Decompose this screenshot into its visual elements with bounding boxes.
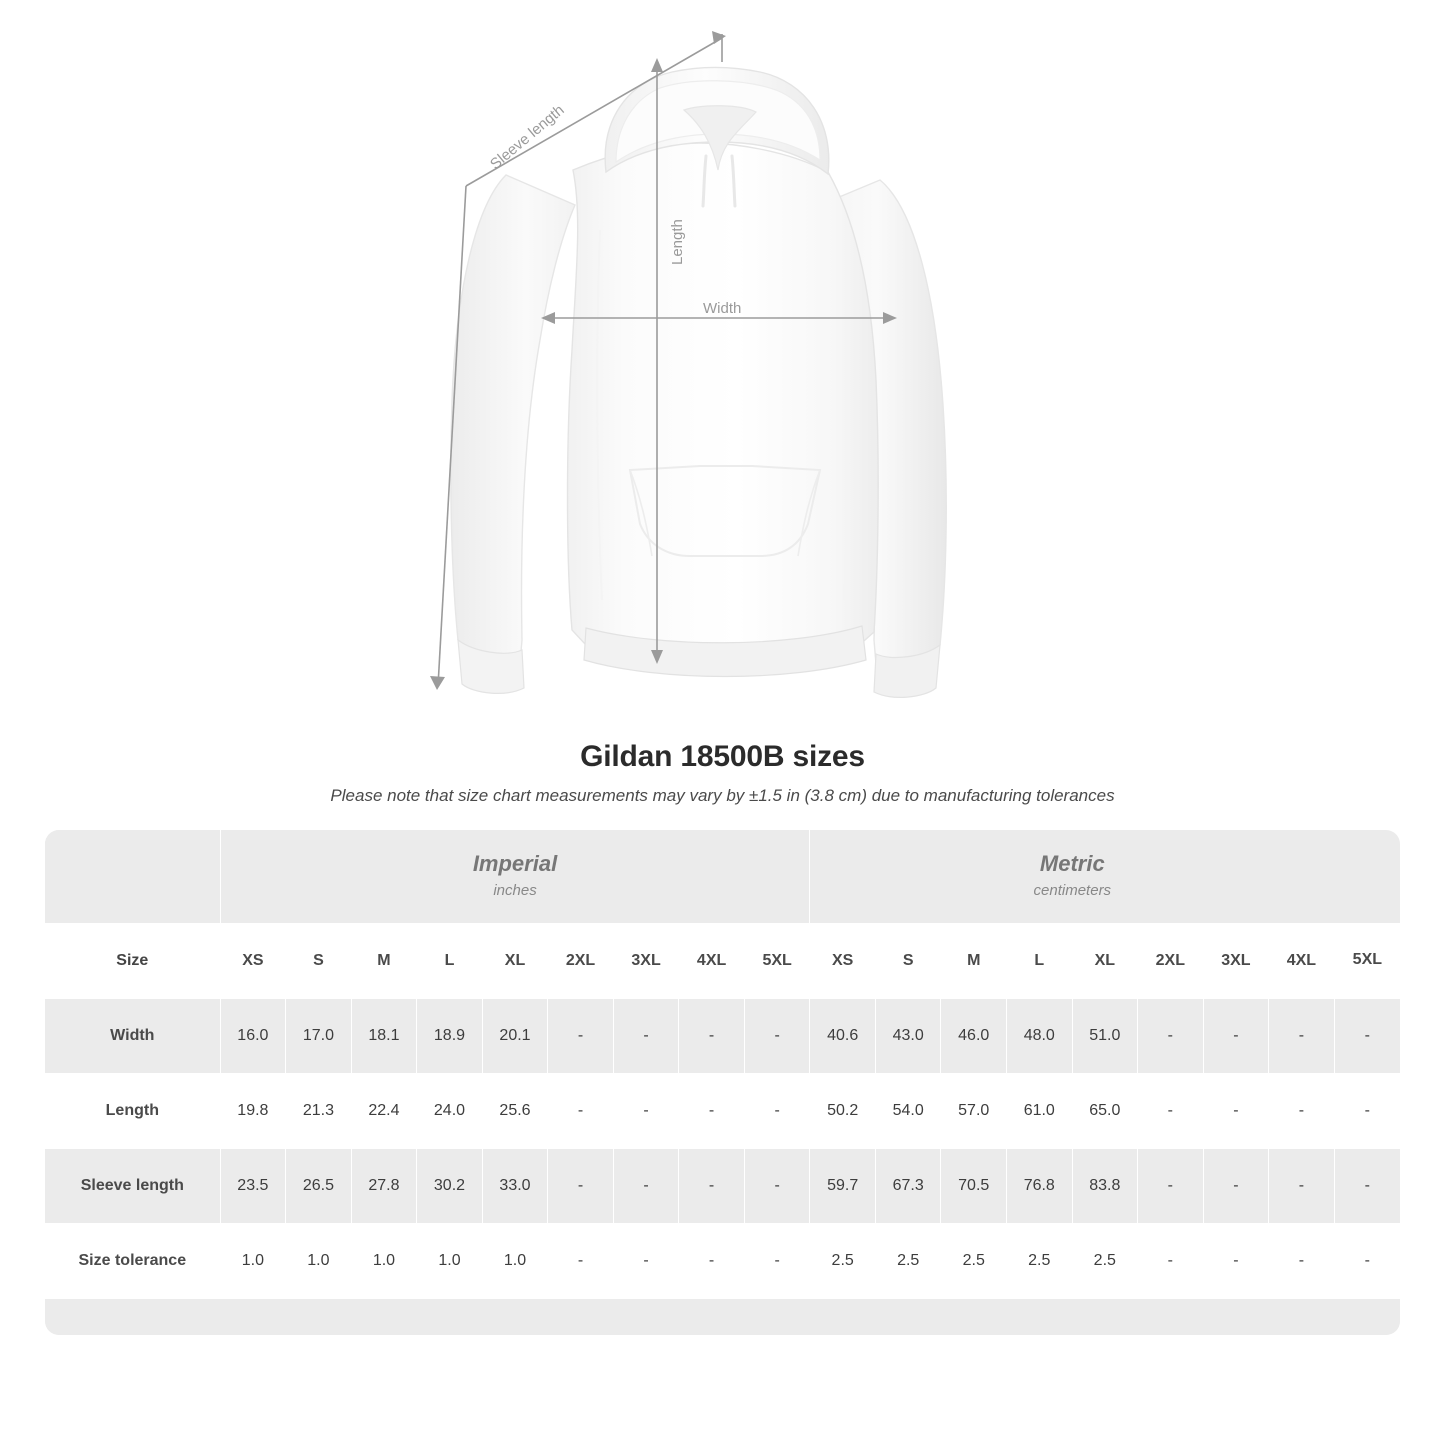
table-row (45, 1223, 1400, 1298)
cell-length-imp-5xl: - (744, 1073, 810, 1148)
cell-tol-met-4xl: - (1269, 1223, 1335, 1298)
cell-length-met-4xl: - (1269, 1073, 1335, 1148)
hoodie-graphic (0, 0, 1445, 720)
cell-sleeve-imp-5xl: - (744, 1148, 810, 1223)
cell-width-imp-4xl: - (679, 998, 745, 1073)
row-label-length: Length (45, 1073, 220, 1148)
cell-sleeve-imp-3xl: - (613, 1148, 679, 1223)
cell-tol-imp-4xl: - (679, 1223, 745, 1298)
cell-length-met-s: 54.0 (875, 1073, 941, 1148)
cell-length-met-m: 57.0 (941, 1073, 1007, 1148)
cell-tol-met-l: 2.5 (1007, 1223, 1073, 1298)
cell-sleeve-met-xl: 83.8 (1072, 1148, 1138, 1223)
cell-length-imp-s: 21.3 (286, 1073, 352, 1148)
cell-tol-imp-l: 1.0 (417, 1223, 483, 1298)
cell-length-met-l: 61.0 (1007, 1073, 1073, 1148)
cell-length-imp-l: 24.0 (417, 1073, 483, 1148)
cell-tol-imp-3xl: - (613, 1223, 679, 1298)
cell-length-met-3xl: - (1203, 1073, 1269, 1148)
length-label: Length (669, 219, 686, 265)
cell-tol-imp-5xl: - (744, 1223, 810, 1298)
cell-length-met-xl: 65.0 (1072, 1073, 1138, 1148)
cell-tol-met-3xl: - (1203, 1223, 1269, 1298)
row-label-width: Width (45, 998, 220, 1073)
cell-tol-imp-xl: 1.0 (482, 1223, 548, 1298)
cell-width-met-xs: 40.6 (810, 998, 876, 1073)
cell-length-imp-2xl: - (548, 1073, 614, 1148)
row-label-size-tolerance: Size tolerance (45, 1223, 220, 1298)
unit-header-imperial (220, 830, 810, 923)
cell-width-met-2xl: - (1138, 998, 1204, 1073)
table-row (45, 998, 1400, 1073)
imperial-name: Imperial (472, 851, 558, 876)
col-header-imp-3xl: 3XL (613, 923, 679, 998)
unit-header-spacer (45, 830, 220, 923)
col-header-imp-4xl: 4XL (679, 923, 745, 998)
cell-length-imp-m: 22.4 (351, 1073, 417, 1148)
cell-sleeve-met-xs: 59.7 (810, 1148, 876, 1223)
table-footer-spacer (45, 1298, 1400, 1335)
col-header-met-3xl: 3XL (1203, 923, 1269, 998)
cell-width-met-5xl: - (1334, 998, 1400, 1073)
cell-tol-met-m: 2.5 (941, 1223, 1007, 1298)
cell-sleeve-met-2xl: - (1138, 1148, 1204, 1223)
cell-sleeve-imp-2xl: - (548, 1148, 614, 1223)
cell-sleeve-met-m: 70.5 (941, 1148, 1007, 1223)
unit-header-metric (810, 830, 1334, 923)
cell-width-met-xl: 51.0 (1072, 998, 1138, 1073)
table-row (45, 1073, 1400, 1148)
cell-width-imp-m: 18.1 (351, 998, 417, 1073)
cell-width-met-4xl: - (1269, 998, 1335, 1073)
cell-width-imp-xl: 20.1 (482, 998, 548, 1073)
table-footer-row (45, 1298, 1400, 1335)
cell-sleeve-imp-l: 30.2 (417, 1148, 483, 1223)
page-title: Gildan 18500B sizes (580, 740, 865, 773)
cell-width-met-s: 43.0 (875, 998, 941, 1073)
col-header-met-5xl: 5XL (1334, 923, 1400, 998)
width-label: Width (703, 300, 742, 317)
col-header-met-xl: XL (1072, 923, 1138, 998)
cell-tol-met-5xl: - (1334, 1223, 1400, 1298)
col-header-met-xs: XS (810, 923, 876, 998)
cell-sleeve-imp-xl: 33.0 (482, 1148, 548, 1223)
table-row (45, 1148, 1400, 1223)
cell-width-met-l: 48.0 (1007, 998, 1073, 1073)
col-header-imp-xl: XL (482, 923, 548, 998)
cell-sleeve-imp-4xl: - (679, 1148, 745, 1223)
cell-sleeve-met-l: 76.8 (1007, 1148, 1073, 1223)
cell-length-met-5xl: - (1334, 1073, 1400, 1148)
size-header-row (45, 923, 1400, 998)
col-header-imp-5xl: 5XL (744, 923, 810, 998)
col-header-imp-xs: XS (220, 923, 286, 998)
cell-tol-met-xs: 2.5 (810, 1223, 876, 1298)
cell-length-met-xs: 50.2 (810, 1073, 876, 1148)
metric-sub: centimeters (1033, 881, 1112, 899)
col-header-met-4xl: 4XL (1269, 923, 1335, 998)
col-header-met-l: L (1007, 923, 1073, 998)
cell-length-imp-3xl: - (613, 1073, 679, 1148)
cell-sleeve-imp-s: 26.5 (286, 1148, 352, 1223)
cell-sleeve-met-4xl: - (1269, 1148, 1335, 1223)
row-label-sleeve-length: Sleeve length (45, 1148, 220, 1223)
cell-tol-imp-2xl: - (548, 1223, 614, 1298)
size-header-label: Size (45, 923, 220, 998)
size-table-wrapper (45, 830, 1400, 1335)
cell-tol-met-2xl: - (1138, 1223, 1204, 1298)
cell-sleeve-met-5xl: - (1334, 1148, 1400, 1223)
cell-sleeve-met-3xl: - (1203, 1148, 1269, 1223)
col-header-imp-s: S (286, 923, 352, 998)
cell-tol-met-s: 2.5 (875, 1223, 941, 1298)
cell-width-imp-3xl: - (613, 998, 679, 1073)
col-header-met-s: S (875, 923, 941, 998)
cell-sleeve-met-s: 67.3 (875, 1148, 941, 1223)
metric-name: Metric (1039, 851, 1105, 876)
cell-width-imp-5xl: - (744, 998, 810, 1073)
cell-length-imp-xl: 25.6 (482, 1073, 548, 1148)
imperial-sub: inches (493, 881, 537, 899)
hoodie-illustration (0, 0, 1445, 720)
cell-length-met-2xl: - (1138, 1073, 1204, 1148)
cell-sleeve-imp-xs: 23.5 (220, 1148, 286, 1223)
col-header-met-m: M (941, 923, 1007, 998)
size-table (45, 830, 1400, 1335)
col-header-imp-m: M (351, 923, 417, 998)
cell-sleeve-imp-m: 27.8 (351, 1148, 417, 1223)
col-header-imp-l: L (417, 923, 483, 998)
cell-width-met-3xl: - (1203, 998, 1269, 1073)
cell-tol-imp-s: 1.0 (286, 1223, 352, 1298)
cell-width-met-m: 46.0 (941, 998, 1007, 1073)
cell-width-imp-2xl: - (548, 998, 614, 1073)
cell-width-imp-l: 18.9 (417, 998, 483, 1073)
cell-length-imp-4xl: - (679, 1073, 745, 1148)
cell-tol-met-xl: 2.5 (1072, 1223, 1138, 1298)
cell-width-imp-s: 17.0 (286, 998, 352, 1073)
col-header-met-2xl: 2XL (1138, 923, 1204, 998)
cell-tol-imp-m: 1.0 (351, 1223, 417, 1298)
tolerance-note: Please note that size chart measurements may vary by ±1.5 in (3.8 cm) due to manufacturing tolerances (330, 786, 1115, 805)
cell-width-imp-xs: 16.0 (220, 998, 286, 1073)
title-block (0, 740, 1445, 806)
cell-length-imp-xs: 19.8 (220, 1073, 286, 1148)
unit-header-row (45, 830, 1400, 923)
col-header-imp-2xl: 2XL (548, 923, 614, 998)
sleeve-length-label: Sleeve length (487, 101, 568, 174)
cell-tol-imp-xs: 1.0 (220, 1223, 286, 1298)
